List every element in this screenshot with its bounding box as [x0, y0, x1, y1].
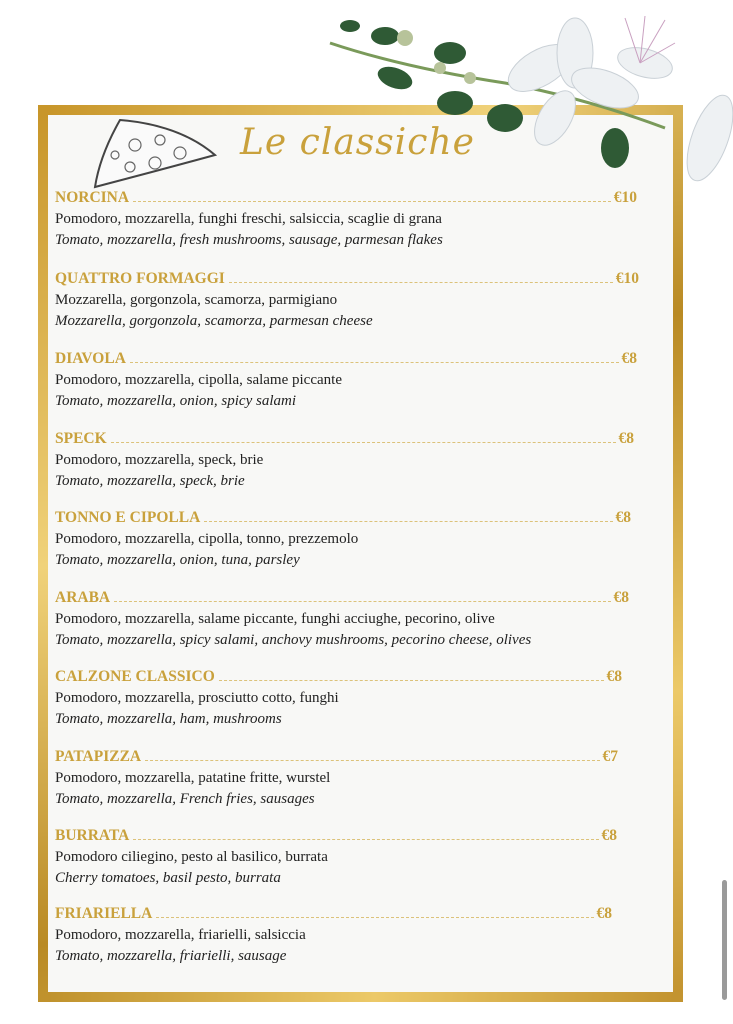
- item-price: €8: [613, 589, 629, 606]
- pizza-slice-icon: [90, 115, 218, 190]
- item-name: TONNO E CIPOLLA: [55, 509, 201, 526]
- item-ingredients-italian: Pomodoro, mozzarella, friarielli, salsiccia: [55, 927, 306, 943]
- item-name: NORCINA: [55, 189, 130, 206]
- dotted-leader: [229, 282, 613, 283]
- menu-item: [55, 827, 617, 888]
- item-ingredients-italian: Pomodoro ciliegino, pesto al basilico, burrata: [55, 849, 328, 865]
- item-ingredients-english: Mozzarella, gorgonzola, scamorza, parmesan cheese: [55, 312, 373, 329]
- item-ingredients-italian: Pomodoro, mozzarella, speck, brie: [55, 452, 264, 468]
- menu-item: [55, 430, 634, 491]
- item-name: PATAPIZZA: [55, 748, 142, 765]
- item-ingredients-english: Tomato, mozzarella, ham, mushrooms: [55, 710, 282, 727]
- menu-item-header: [55, 668, 622, 688]
- item-ingredients-english: Tomato, mozzarella, onion, tuna, parsley: [55, 551, 300, 568]
- menu-item-header: [55, 827, 617, 847]
- item-name: QUATTRO FORMAGGI: [55, 270, 225, 287]
- item-ingredients-english: Tomato, mozzarella, French fries, sausages: [55, 790, 315, 807]
- item-price: €8: [601, 827, 617, 844]
- menu-item-header: [55, 189, 637, 209]
- menu-item-header: [55, 905, 612, 925]
- menu-item: [55, 905, 612, 966]
- item-name: BURRATA: [55, 827, 130, 844]
- dotted-leader: [133, 201, 611, 202]
- menu-item: [55, 748, 618, 809]
- menu-item-header: [55, 350, 637, 370]
- menu-item-header: [55, 509, 631, 529]
- item-price: €8: [596, 905, 612, 922]
- menu-item: [55, 589, 629, 650]
- dotted-leader: [219, 680, 604, 681]
- dotted-leader: [145, 760, 599, 761]
- dotted-leader: [114, 601, 610, 602]
- menu-item: [55, 189, 637, 250]
- item-price: €8: [621, 350, 637, 367]
- item-ingredients-english: Tomato, mozzarella, friarielli, sausage: [55, 947, 287, 964]
- item-ingredients-italian: Pomodoro, mozzarella, prosciutto cotto, funghi: [55, 690, 339, 706]
- scrollbar[interactable]: [722, 880, 727, 1000]
- item-price: €8: [618, 430, 634, 447]
- item-ingredients-english: Tomato, mozzarella, speck, brie: [55, 472, 245, 489]
- menu-item: [55, 668, 622, 729]
- item-ingredients-italian: Pomodoro, mozzarella, cipolla, salame piccante: [55, 372, 342, 388]
- item-ingredients-english: Cherry tomatoes, basil pesto, burrata: [55, 869, 281, 886]
- menu-item-header: [55, 270, 639, 290]
- item-price: €8: [615, 509, 631, 526]
- menu-item: [55, 270, 639, 331]
- item-name: DIAVOLA: [55, 350, 126, 367]
- item-price: €7: [602, 748, 618, 765]
- dotted-leader: [133, 839, 598, 840]
- menu-item-header: [55, 589, 629, 609]
- item-name: CALZONE CLASSICO: [55, 668, 215, 685]
- item-ingredients-italian: Pomodoro, mozzarella, patatine fritte, wurstel: [55, 770, 331, 786]
- dotted-leader: [130, 362, 619, 363]
- dotted-leader: [204, 521, 612, 522]
- item-ingredients-english: Tomato, mozzarella, spicy salami, anchovy mushrooms, pecorino cheese, olives: [55, 631, 532, 648]
- floral-decoration-icon: [325, 8, 733, 198]
- menu-item-header: [55, 748, 618, 768]
- item-ingredients-english: Tomato, mozzarella, fresh mushrooms, sausage, parmesan flakes: [55, 231, 443, 248]
- item-ingredients-italian: Mozzarella, gorgonzola, scamorza, parmigiano: [55, 292, 338, 308]
- item-price: €10: [615, 270, 639, 287]
- item-ingredients-italian: Pomodoro, mozzarella, cipolla, tonno, prezzemolo: [55, 531, 359, 547]
- section-title: Le classiche: [240, 122, 475, 163]
- menu-item: [55, 509, 631, 570]
- item-ingredients-english: Tomato, mozzarella, onion, spicy salami: [55, 392, 296, 409]
- dotted-leader: [111, 442, 616, 443]
- dotted-leader: [156, 917, 593, 918]
- item-name: FRIARIELLA: [55, 905, 153, 922]
- item-ingredients-italian: Pomodoro, mozzarella, funghi freschi, salsiccia, scaglie di grana: [55, 211, 442, 227]
- item-name: ARABA: [55, 589, 111, 606]
- item-ingredients-italian: Pomodoro, mozzarella, salame piccante, funghi acciughe, pecorino, olive: [55, 611, 495, 627]
- item-name: SPECK: [55, 430, 107, 447]
- item-price: €8: [606, 668, 622, 685]
- item-price: €10: [613, 189, 637, 206]
- menu-item-header: [55, 430, 634, 450]
- menu-item: [55, 350, 637, 411]
